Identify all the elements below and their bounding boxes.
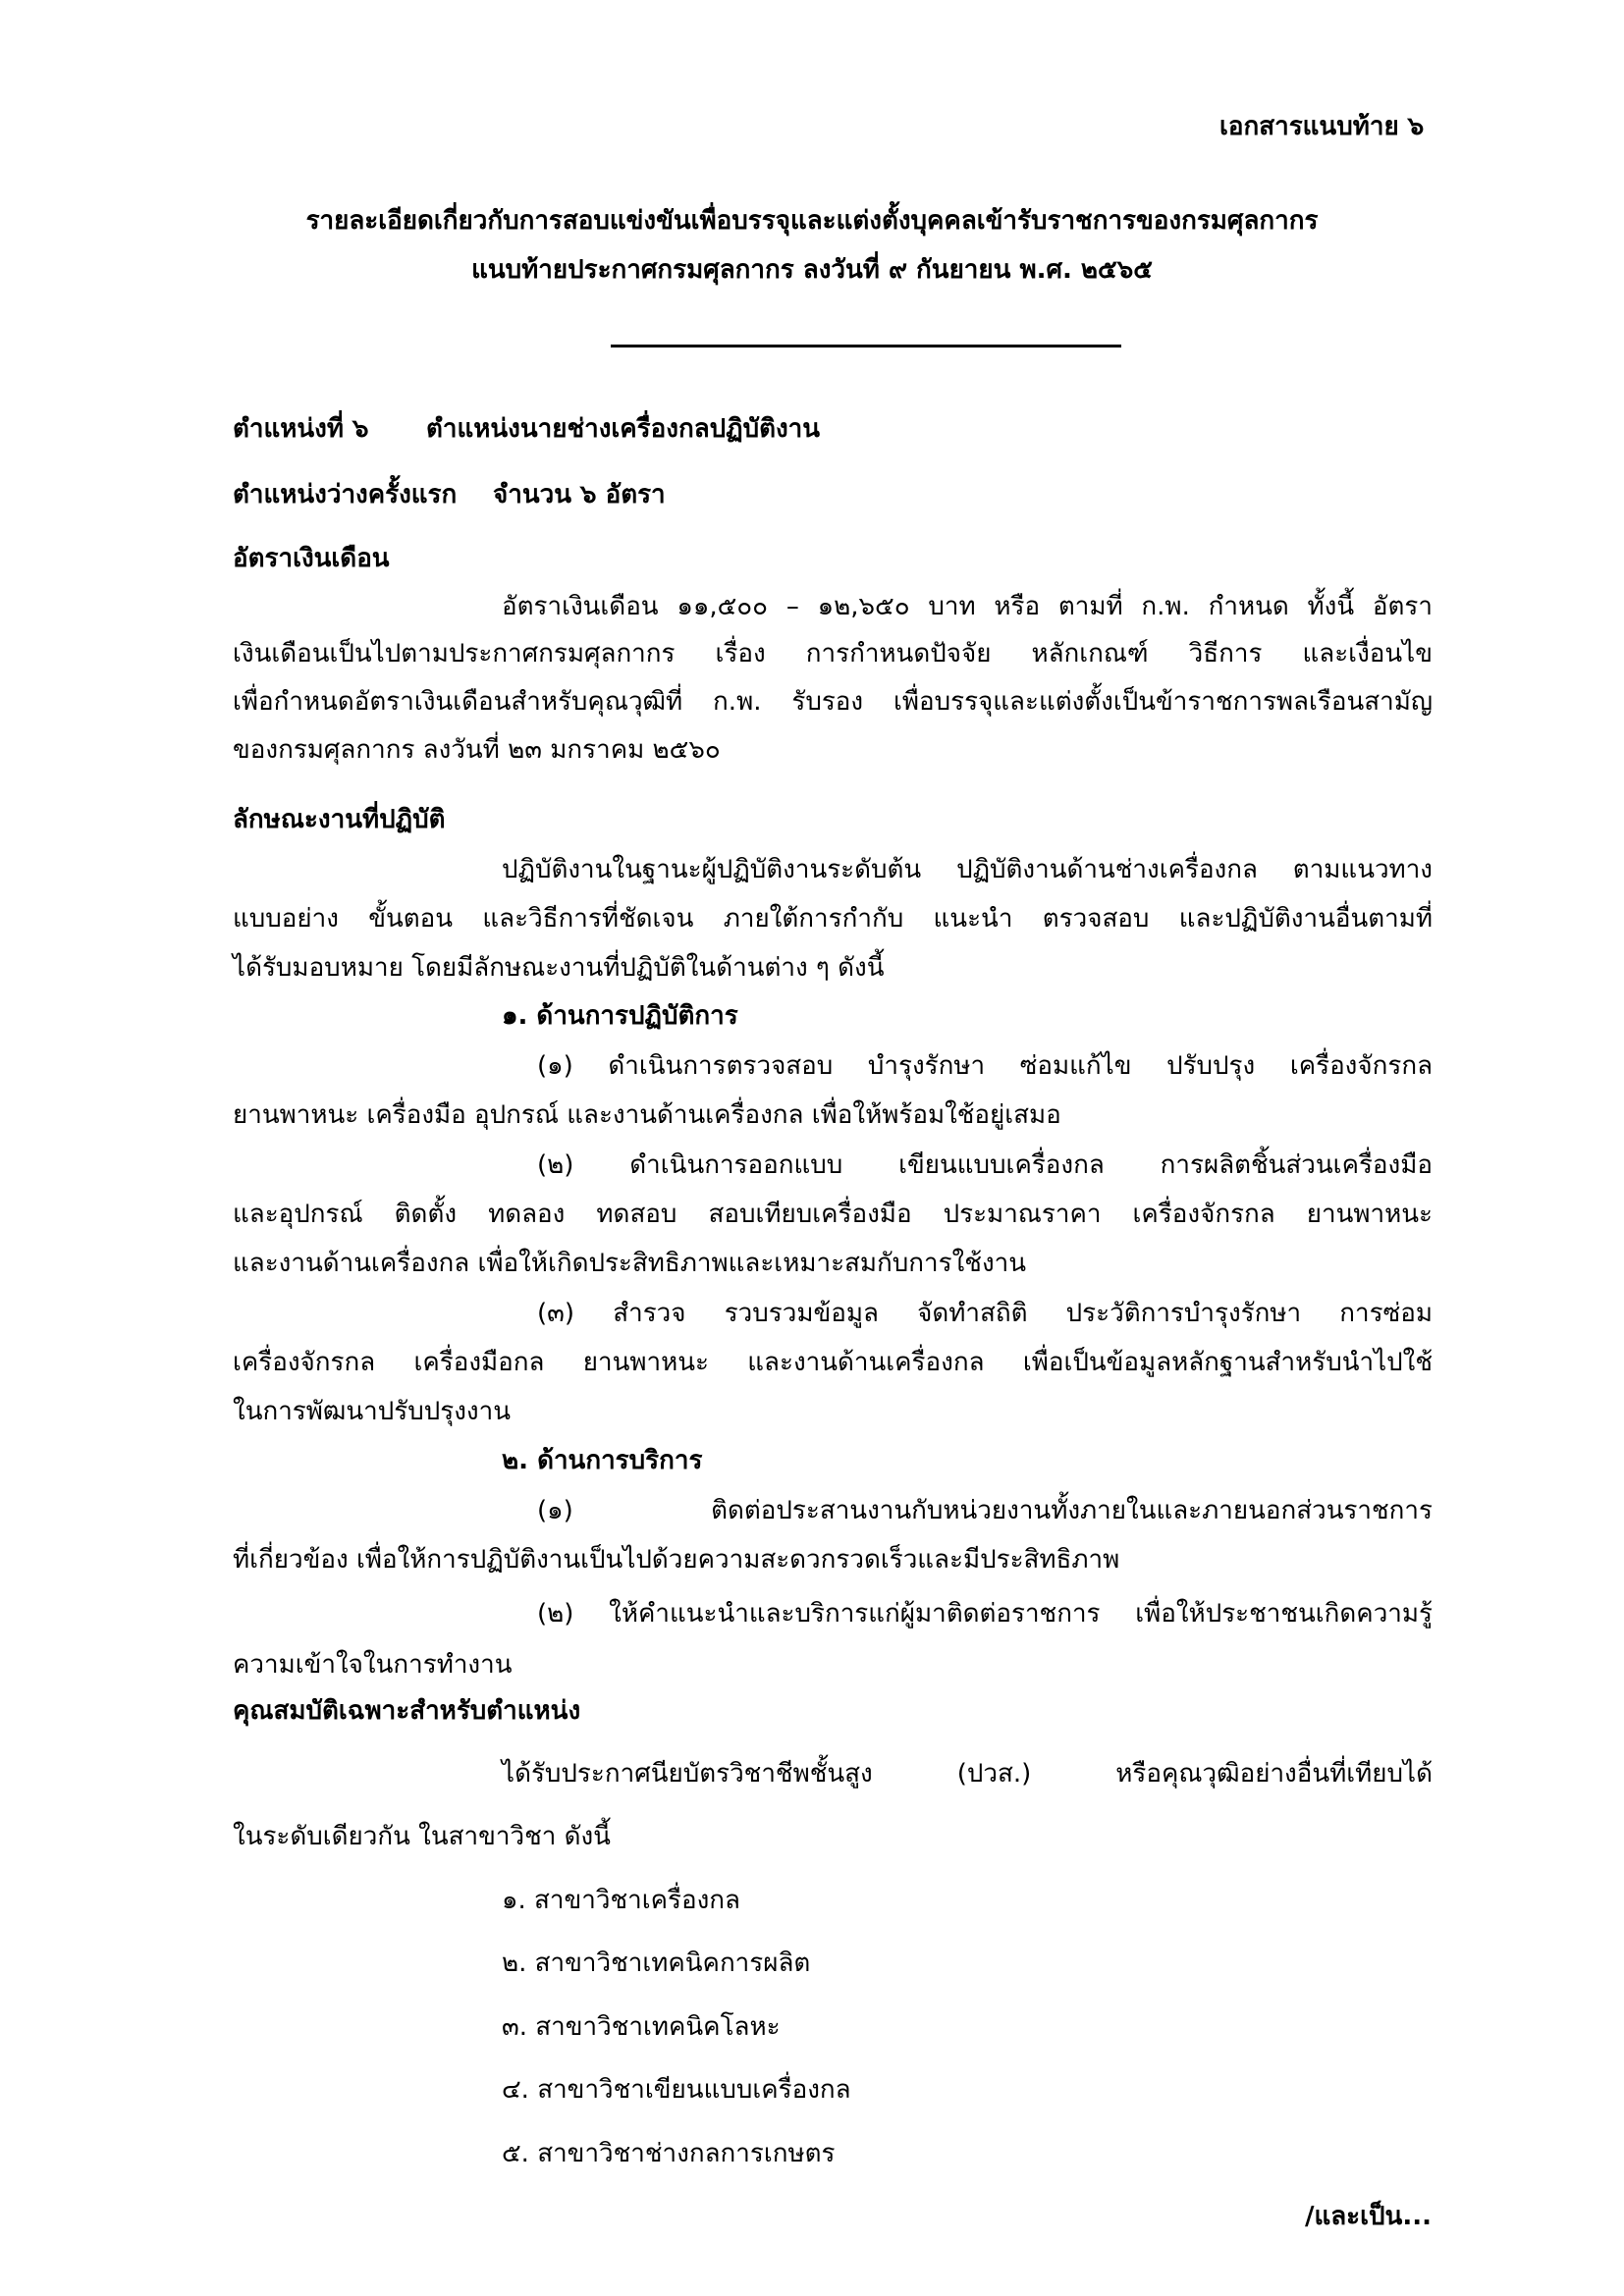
section-2-item-1-line-2: ที่เกี่ยวข้อง เพื่อให้การปฏิบัติงานเป็นไปด้วยความสะดวกรวดเร็วและมีประสิทธิภาพ [233,1545,1120,1575]
document-title-line-1: รายละเอียดเกี่ยวกับการสอบแข่งขันเพื่อบรรจุและแต่งตั้งบุคคลเข้ารับราชการของกรมศุลกากร [305,206,1319,236]
section-1-title: ๑. ด้านการปฏิบัติการ [502,1001,738,1031]
field-item: ๓. สาขาวิชาเทคนิคโลหะ [502,2012,781,2042]
section-2-item-2-line-2: ความเข้าใจในการทำงาน [233,1650,513,1680]
salary-line-3: เพื่อกำหนดอัตราเงินเดือนสำหรับคุณวุฒิที่ ก.พ. รับรอง เพื่อบรรจุและแต่งตั้งเป็นข้าราชการพลเรือนสามัญ [233,687,1433,717]
salary-line-1: อัตราเงินเดือน ๑๑,๕๐๐ – ๑๒,๖๕๐ บาท หรือ ตามที่ ก.พ. กำหนด ทั้งนี้ อัตรา [502,592,1433,621]
section-2-item-1-line-1: (๑) ติดต่อประสานงานกับหน่วยงานทั้งภายในและภายนอกส่วนราชการ [537,1496,1433,1525]
section-1-item-2-line-2: และอุปกรณ์ ติดตั้ง ทดลอง ทดสอบ สอบเทียบเครื่องมือ ประมาณราคา เครื่องจักรกล ยานพาหนะ [233,1200,1433,1229]
section-2-title: ๒. ด้านการบริการ [502,1446,703,1475]
section-1-item-1-line-2: ยานพาหนะ เครื่องมือ อุปกรณ์ และงานด้านเครื่องกล เพื่อให้พร้อมใช้อยู่เสมอ [233,1100,1061,1130]
section-1-item-2-line-1: (๒) ดำเนินการออกแบบ เขียนแบบเครื่องกล การผลิตชิ้นส่วนเครื่องมือ [537,1150,1433,1180]
duties-heading: ลักษณะงานที่ปฏิบัติ [233,805,446,834]
section-1-item-3-line-2: เครื่องจักรกล เครื่องมือกล ยานพาหนะ และงานด้านเครื่องกล เพื่อเป็นข้อมูลหลักฐานสำหรับนำไปใช้ [233,1348,1433,1377]
duties-intro-line-1: ปฏิบัติงานในฐานะผู้ปฏิบัติงานระดับต้น ปฏิบัติงานด้านช่างเครื่องกล ตามแนวทาง [502,855,1433,884]
title-divider [611,345,1121,347]
field-item: ๑. สาขาวิชาเครื่องกล [502,1886,740,1915]
section-1-item-1-line-1: (๑) ดำเนินการตรวจสอบ บำรุงรักษา ซ่อมแก้ไข ปรับปรุง เครื่องจักรกล [537,1051,1433,1081]
vacancy-label: ตำแหน่งว่างครั้งแรก [233,480,458,509]
qualifications-heading: คุณสมบัติเฉพาะสำหรับตำแหน่ง [233,1696,581,1726]
salary-heading: อัตราเงินเดือน [233,544,390,573]
duties-intro-line-2: แบบอย่าง ขั้นตอน และวิธีการที่ชัดเจน ภายใต้การกำกับ แนะนำ ตรวจสอบ และปฏิบัติงานอื่นตามที่ [233,904,1433,934]
position-name: ตำแหน่งนายช่างเครื่องกลปฏิบัติงาน [426,414,821,444]
salary-line-4: ของกรมศุลกากร ลงวันที่ ๒๓ มกราคม ๒๕๖๐ [233,735,721,765]
qualifications-line-1: ได้รับประกาศนียบัตรวิชาชีพชั้นสูง (ปวส.) หรือคุณวุฒิอย่างอื่นที่เทียบได้ [502,1759,1433,1789]
field-item: ๕. สาขาวิชาช่างกลการเกษตร [502,2139,836,2168]
duties-intro-line-3: ได้รับมอบหมาย โดยมีลักษณะงานที่ปฏิบัติในด้านต่าง ๆ ดังนี้ [233,953,885,983]
section-1-item-2-line-3: และงานด้านเครื่องกล เพื่อให้เกิดประสิทธิภาพและเหมาะสมกับการใช้งาน [233,1249,1027,1278]
field-item: ๔. สาขาวิชาเขียนแบบเครื่องกล [502,2075,851,2105]
annex-label: เอกสารแนบท้าย ๖ [1219,112,1425,141]
qualifications-line-2: ในระดับเดียวกัน ในสาขาวิชา ดังนี้ [233,1822,611,1851]
section-2-item-2-line-1: (๒) ให้คำแนะนำและบริการแก่ผู้มาติดต่อราชการ เพื่อให้ประชาชนเกิดความรู้ [537,1599,1433,1629]
position-label: ตำแหน่งที่ ๖ [233,414,369,444]
continuation-note: /และเป็น... [1305,2202,1432,2231]
document-title-line-2: แนบท้ายประกาศกรมศุลกากร ลงวันที่ ๙ กันยายน พ.ศ. ๒๕๖๕ [471,255,1153,285]
field-item: ๒. สาขาวิชาเทคนิคการผลิต [502,1949,811,1978]
section-1-item-3-line-3: ในการพัฒนาปรับปรุงงาน [233,1397,511,1426]
salary-line-2: เงินเดือนเป็นไปตามประกาศกรมศุลกากร เรื่อง การกำหนดปัจจัย หลักเกณฑ์ วิธีการ และเงื่อนไข [233,639,1433,668]
section-1-item-3-line-1: (๓) สำรวจ รวบรวมข้อมูล จัดทำสถิติ ประวัติการบำรุงรักษา การซ่อม [537,1299,1433,1328]
vacancy-count: จำนวน ๖ อัตรา [493,480,666,509]
